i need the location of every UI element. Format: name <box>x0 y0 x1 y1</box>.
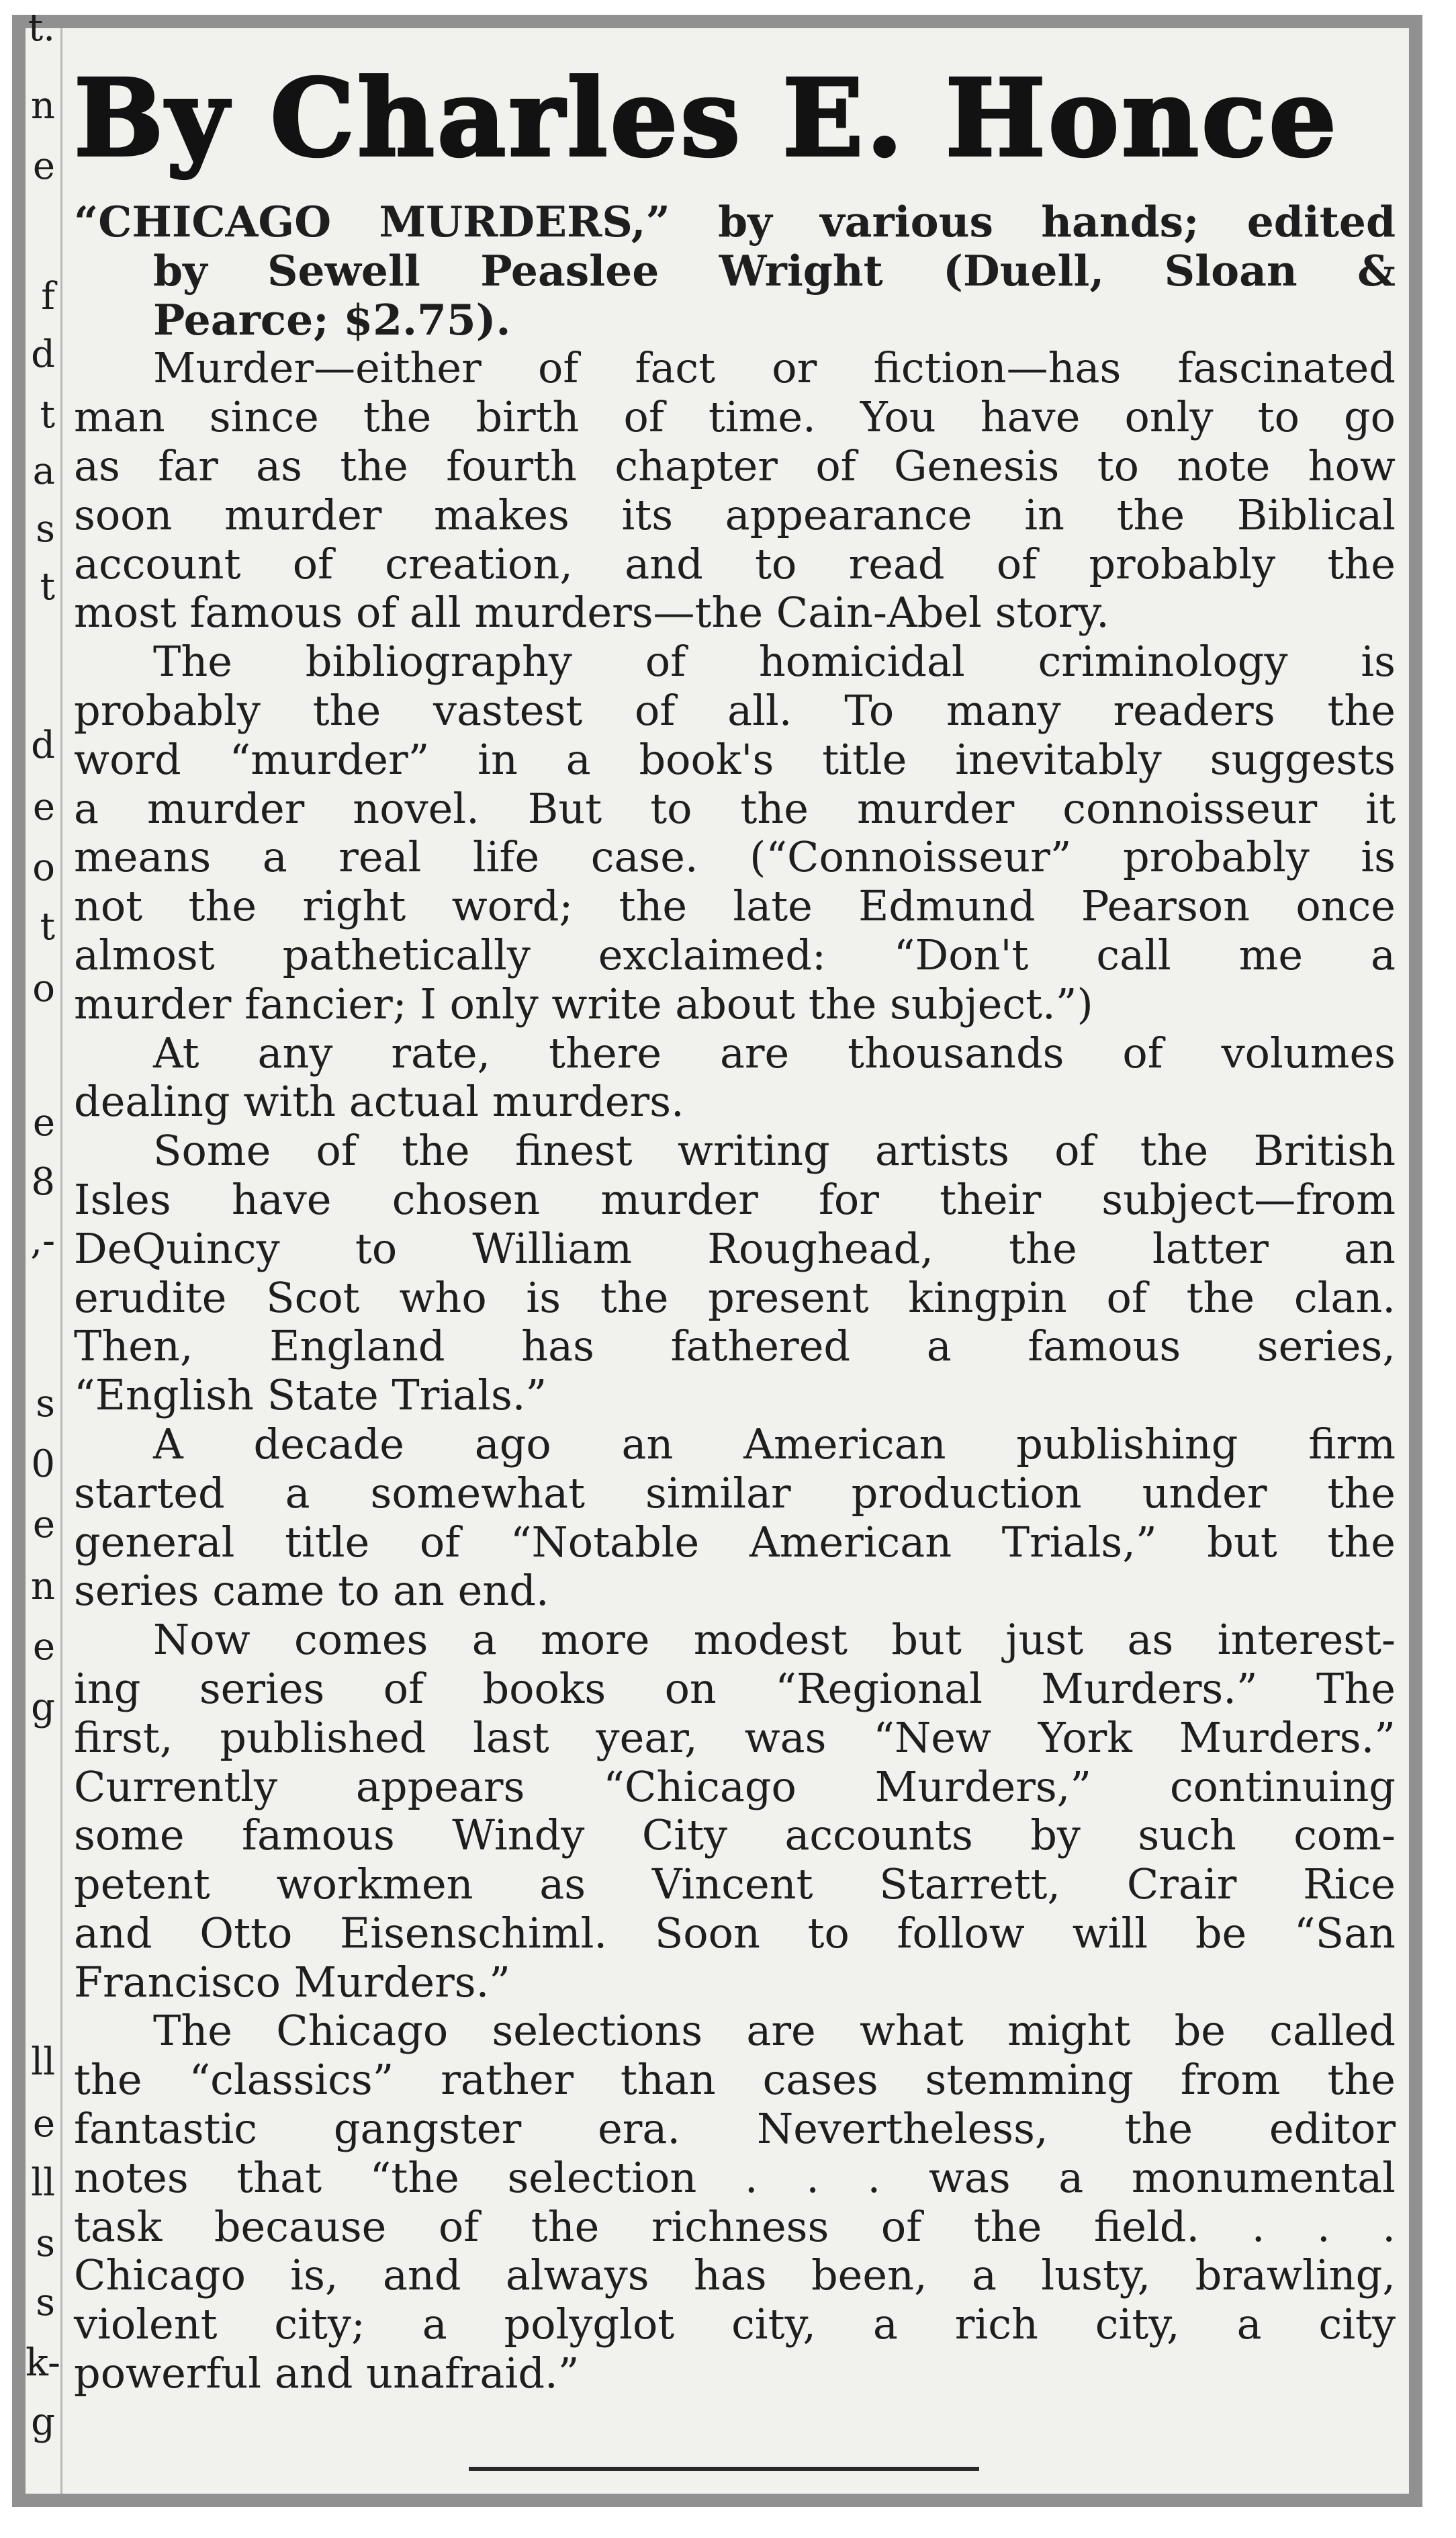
byline-headline: By Charles E. Honce <box>74 56 1339 181</box>
fragment-letter: s <box>36 1382 55 1426</box>
fragment-letter: s <box>36 507 55 551</box>
paragraph-line: dealing with actual murders. <box>74 1077 684 1127</box>
fragment-letter: e <box>32 1503 55 1546</box>
fragment-letter: s <box>36 2222 55 2265</box>
paragraph-line: Now comes a more modest but just as interest- <box>153 1615 1396 1665</box>
fragment-letter: d <box>31 333 55 376</box>
paragraph-line: almost pathetically exclaimed: “Don't call me a <box>74 930 1396 979</box>
fragment-letter: 8 <box>31 1160 55 1204</box>
paragraph-line: powerful and unafraid.” <box>74 2349 580 2398</box>
paragraph-line: murder fancier; I only write about the subject.”) <box>74 979 1093 1029</box>
paragraph-line: some famous Windy City accounts by such com- <box>74 1810 1396 1860</box>
fragment-letter: t <box>40 565 55 609</box>
adjacent-column-fragments <box>26 6 60 2494</box>
paragraph-line: series came to an end. <box>74 1566 549 1616</box>
paragraph-line: erudite Scot who is the present kingpin of the clan. <box>74 1272 1396 1322</box>
review-article <box>74 198 1396 2398</box>
fragment-letter: o <box>32 967 55 1010</box>
paragraph-line: probably the vastest of all. To many readers the <box>74 685 1396 735</box>
paragraph-line: most famous of all murders—the Cain-Abel story. <box>74 588 1109 638</box>
fragment-letter: ll <box>31 2161 55 2205</box>
paragraph-line: Then, England has fathered a famous series, <box>74 1321 1396 1371</box>
fragment-letter: ll <box>31 2040 55 2084</box>
end-of-article-rule <box>469 2467 979 2471</box>
fragment-letter: g <box>31 1686 55 1729</box>
paragraph-line: At any rate, there are thousands of volumes <box>153 1028 1396 1078</box>
paragraph-line: as far as the fourth chapter of Genesis to note how <box>74 441 1396 490</box>
paragraph-line: Currently appears “Chicago Murders,” continuing <box>74 1761 1396 1811</box>
fragment-letter: 0 <box>31 1442 55 1486</box>
fragment-letter: e <box>32 1625 55 1669</box>
fragment-letter: e <box>32 785 55 829</box>
paragraph-line: and Otto Eisenschiml. Soon to follow will be “San <box>74 1908 1396 1958</box>
paragraph-line: The bibliography of homicidal criminology is <box>153 637 1396 687</box>
fragment-letter: t. <box>28 6 55 50</box>
paragraph-line: task because of the richness of the field. . . . <box>74 2201 1396 2251</box>
bibliography-line: Pearce; $2.75). <box>153 294 511 345</box>
paragraph-line: a murder novel. But to the murder connoisseur it <box>74 783 1396 833</box>
fragment-letter: s <box>36 2281 55 2324</box>
paragraph-line: first, published last year, was “New York Murders.” <box>74 1712 1396 1762</box>
paragraph-line: Murder—either of fact or fiction—has fascinated <box>153 343 1396 393</box>
paragraph-line: soon murder makes its appearance in the Biblical <box>74 490 1396 539</box>
paragraph-line: means a real life case. (“Connoisseur” probably is <box>74 832 1396 882</box>
paragraph-line: A decade ago an American publishing firm <box>153 1419 1396 1469</box>
paragraph-line: started a somewhat similar production under the <box>74 1468 1396 1518</box>
paragraph-line: general title of “Notable American Trials,” but the <box>74 1517 1396 1567</box>
fragment-letter: n <box>30 1565 55 1608</box>
fragment-letter: g <box>31 2400 55 2444</box>
paragraph-line: account of creation, and to read of probably the <box>74 539 1396 588</box>
paragraph-line: Francisco Murders.” <box>74 1957 510 2007</box>
paragraph-line: The Chicago selections are what might be called <box>153 2006 1396 2056</box>
bibliography-line: “CHICAGO MURDERS,” by various hands; edited <box>74 197 1396 247</box>
paragraph-line: the “classics” rather than cases stemming from the <box>74 2055 1396 2105</box>
fragment-letter: t <box>40 393 55 437</box>
paragraph-line: fantastic gangster era. Nevertheless, the editor <box>74 2104 1396 2154</box>
paragraph-line: notes that “the selection . . . was a monumental <box>74 2152 1396 2202</box>
paragraph-line: man since the birth of time. You have only to go <box>74 392 1396 442</box>
paragraph-line: Isles have chosen murder for their subject—from <box>74 1174 1396 1224</box>
fragment-letter: t <box>40 905 55 949</box>
paragraph-line: ing series of books on “Regional Murders.” The <box>74 1663 1396 1713</box>
paragraph-line: petent workmen as Vincent Starrett, Crair Rice <box>74 1859 1396 1909</box>
fragment-letter: k- <box>26 2341 60 2385</box>
fragment-letter: a <box>32 449 55 493</box>
paragraph-line: word “murder” in a book's title inevitably suggests <box>74 734 1396 784</box>
paragraph-line: DeQuincy to William Roughead, the latter an <box>74 1223 1396 1273</box>
paragraph-line: Chicago is, and always has been, a lusty, brawling, <box>74 2250 1396 2300</box>
paragraph-line: Some of the finest writing artists of the British <box>153 1126 1396 1176</box>
fragment-letter: e <box>32 1101 55 1145</box>
newspaper-clipping <box>26 6 1409 2494</box>
paragraph-line: violent city; a polyglot city, a rich city, a city <box>74 2300 1396 2349</box>
fragment-letter: ,- <box>30 1219 55 1263</box>
fragment-letter: e <box>32 144 55 188</box>
fragment-letter: f <box>41 275 55 318</box>
clipping-frame <box>12 6 1422 2507</box>
fragment-letter: d <box>31 724 55 767</box>
fragment-letter: o <box>32 846 55 889</box>
bibliography-line: by Sewell Peaslee Wright (Duell, Sloan & <box>153 245 1396 296</box>
paragraph-line: not the right word; the late Edmund Pearson once <box>74 881 1396 931</box>
fragment-letter: e <box>32 2102 55 2146</box>
fragment-letter: n <box>30 84 55 128</box>
paragraph-line: “English State Trials.” <box>74 1370 547 1420</box>
column-divider <box>60 28 62 2494</box>
